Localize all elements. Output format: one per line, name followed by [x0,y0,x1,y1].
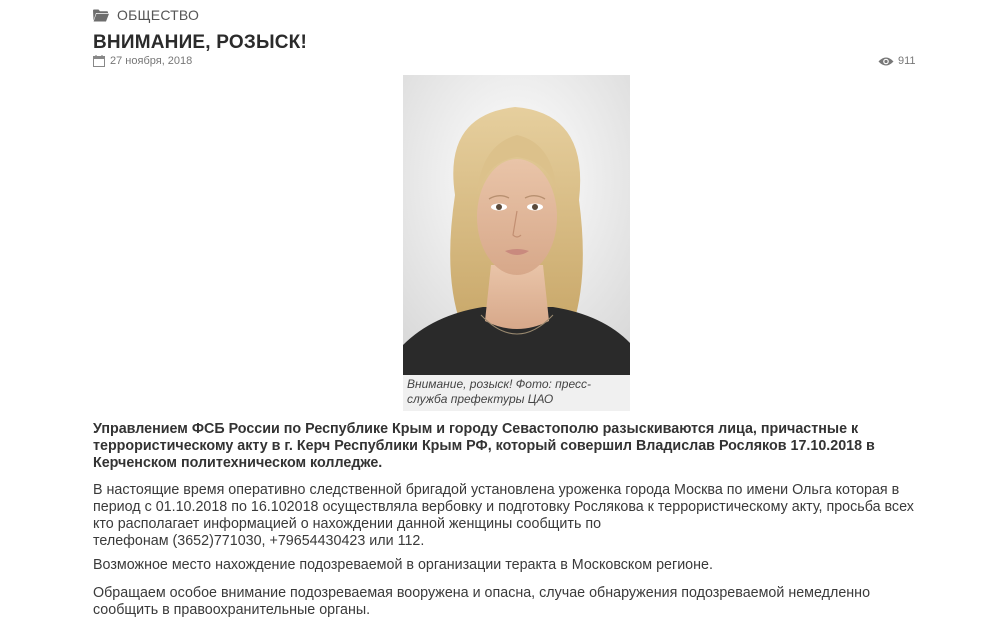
article-lead: Управлением ФСБ России по Республике Крым и городу Севастополю разыскиваются лица, причастные к террористическому акту в г. Керч Республики Крым РФ, который совершил Владислав Росляков 17.10.2018 в Керченском политехническом колледже. [93,421,875,471]
photo-caption [407,377,627,407]
category-label[interactable]: ОБЩЕСТВО [117,7,200,23]
article-figure [403,75,630,411]
suspect-photo[interactable] [403,75,630,375]
eye-icon [878,56,894,67]
photo-caption-line-2: служба префектуры ЦАО [407,392,554,406]
folder-icon [93,9,109,22]
article-paragraph-3: Обращаем особое внимание подозреваемая вооружена и опасна, случае обнаружения подозреваемой немедленно сообщить в правоохранительные органы. [93,585,871,618]
paragraph-1-phones: телефонам (3652)771030, +79654430423 или 112. [93,533,425,549]
category-breadcrumb[interactable] [93,6,199,24]
date-text: 27 ноября, 2018 [110,55,193,67]
article-date [93,55,192,67]
calendar-icon [93,55,105,67]
article-paragraph-1 [93,482,923,550]
photo-caption-line-1: Внимание, розыск! Фото: пресс- [407,377,591,391]
views-count: 911 [898,55,916,67]
paragraph-1-text: В настоящие время оперативно следственной бригадой установлена уроженка города Москва по имени Ольга которая в период с 01.10.2018 по 16.102018 осуществляла вербовку и подготовку Рослякова к террористическому акту, просьба всех кто располагает информацией о нахождении данной женщины сообщить по [93,482,914,532]
article-title: ВНИМАНИЕ, РОЗЫСК! [93,32,308,53]
article-paragraph-2: Возможное место нахождение подозреваемой в организации теракта в Московском регионе. [93,557,713,573]
view-counter [878,55,916,67]
